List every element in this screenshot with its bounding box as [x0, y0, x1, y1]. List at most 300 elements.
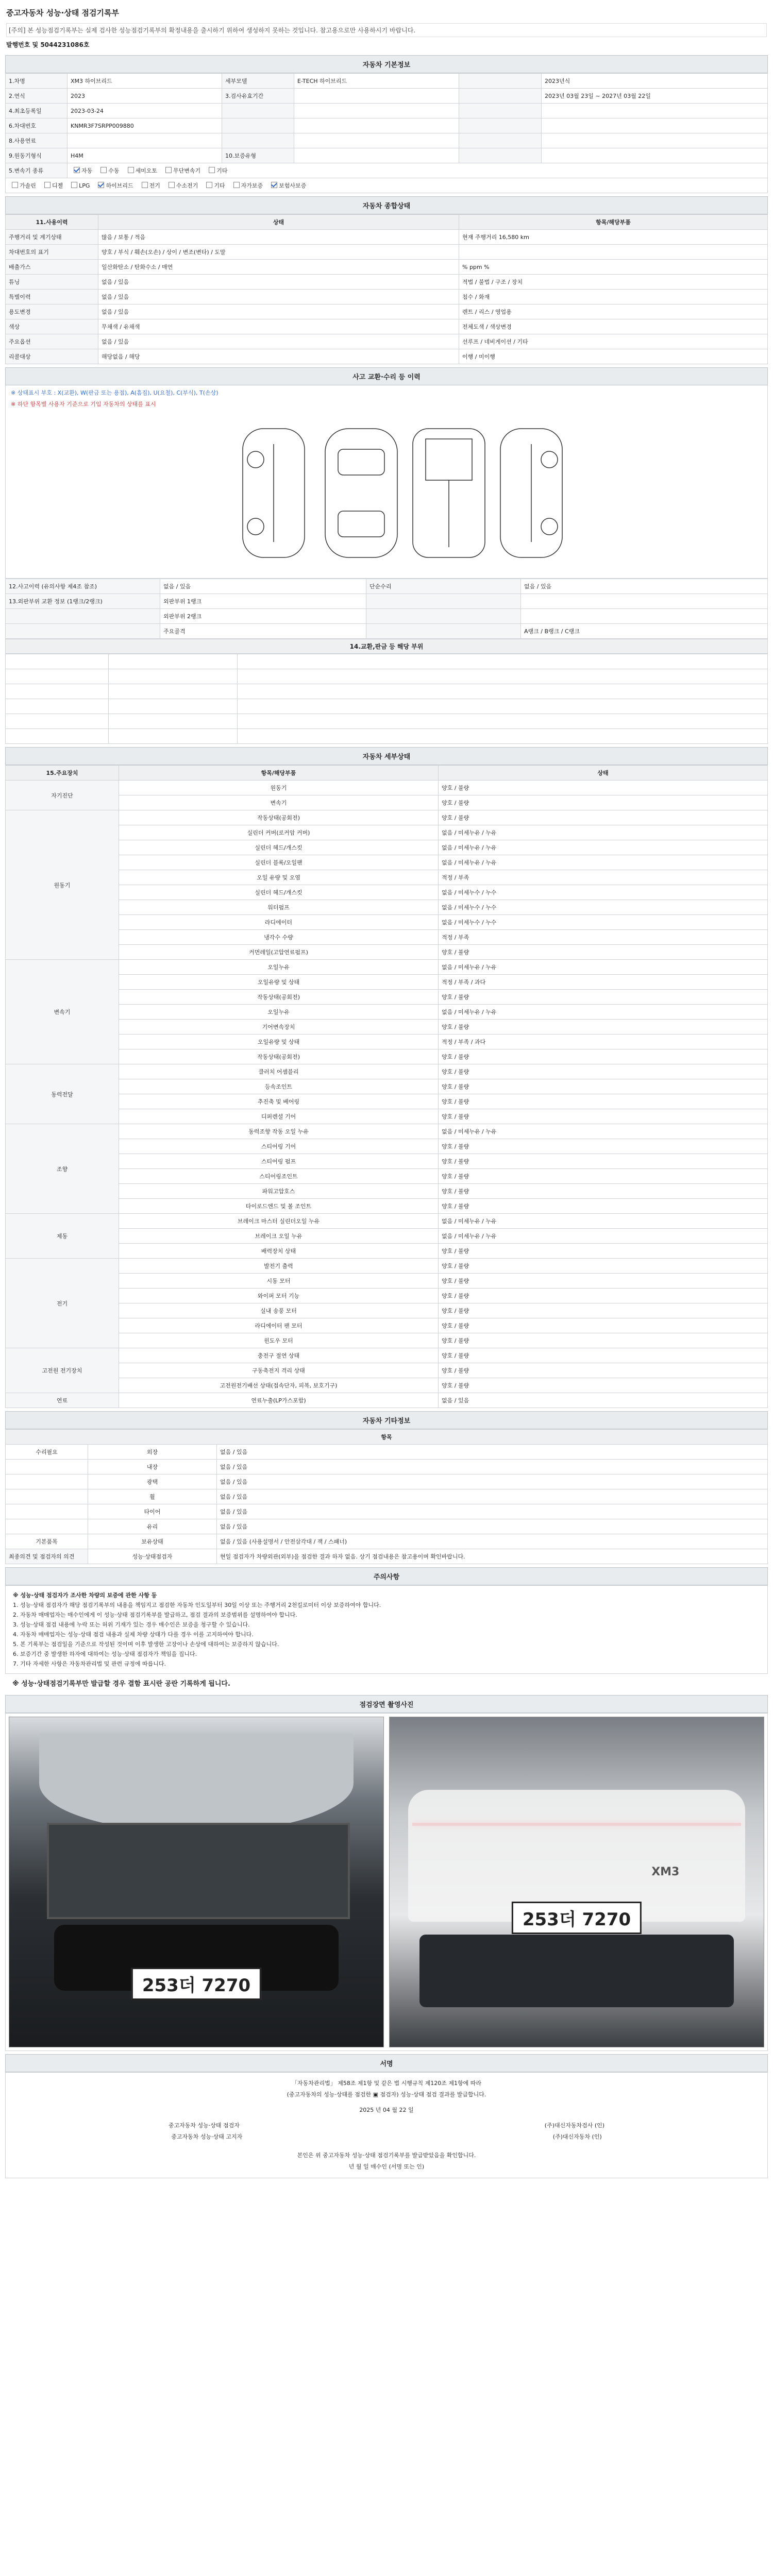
detail-item-name: 실린더 헤드/개스킷	[119, 885, 439, 900]
detail-row	[6, 1393, 768, 1408]
extra-header	[6, 1430, 768, 1445]
notifier-name: (주)대신자동차 (인)	[552, 2133, 602, 2140]
detail-row	[6, 1378, 768, 1393]
caution-line: 2. 자동차 매매업자는 매수인에게 이 성능·상태 점검기록부를 발급하고, 점검 결과의 보증범위를 설명하여야 합니다.	[13, 1612, 297, 1618]
detail-row	[6, 990, 768, 1005]
detail-item-name: 고전원전기배선 상태(접속단자, 피복, 보호기구)	[119, 1378, 439, 1393]
extra-table	[5, 1429, 768, 1564]
detail-item-name: 와이퍼 모터 기능	[119, 1289, 439, 1303]
front-plate: 253더 7270	[131, 1968, 261, 2000]
caution-line: 5. 본 기록부는 점검일을 기준으로 작성된 것이며 이후 발생한 고장이나 손상에 대하여는 보증하지 않습니다.	[13, 1641, 279, 1648]
extra-v: 없음 / 있음	[217, 1445, 768, 1460]
accident-detail-cell	[109, 714, 238, 729]
detail-item-name: 연료누출(LP가스포함)	[119, 1393, 439, 1408]
detail-item-name: 원동기	[119, 781, 439, 795]
checkbox-icon	[271, 182, 277, 188]
detail-row	[6, 1139, 768, 1154]
detail-row	[6, 900, 768, 915]
caution-notes	[5, 1585, 768, 1674]
caution-line: 1. 성능·상태 점검자가 해당 점검기록부의 내용을 책임지고 점검한 자동차 인도일부터 30일 이상 또는 주행거리 2천킬로미터 이상 보증하여야 합니다.	[13, 1602, 381, 1608]
accident-detail-cell	[6, 669, 109, 684]
checkbox-icon	[206, 182, 212, 188]
accident-detail-row	[6, 669, 768, 684]
detail-item-state: 없음 / 미세누유 / 누유	[439, 855, 768, 870]
transmission-options	[68, 163, 768, 178]
receive-sign-line: 년 월 일 매수인 (서명 또는 인)	[348, 2163, 425, 2170]
extra-n: 타이어	[88, 1504, 217, 1519]
detail-row	[6, 870, 768, 885]
basic-value: E-TECH 하이브리드	[294, 74, 459, 89]
detail-item-state: 양호 / 불량	[439, 945, 768, 960]
accident-detail-row	[6, 714, 768, 729]
fuel-option[interactable]	[9, 181, 36, 190]
page-title: 중고자동차 성능·상태 점검기록부	[6, 8, 120, 18]
detail-item-state: 양호 / 불량	[439, 1094, 768, 1109]
fuel-option[interactable]	[41, 181, 63, 190]
basic-row-fuel	[6, 178, 768, 193]
detail-header	[6, 766, 768, 781]
basic-value	[542, 118, 768, 133]
detail-group-name: 고전원 전기장치	[6, 1348, 119, 1393]
cert-label: 발행번호 및	[6, 41, 39, 48]
detail-row	[6, 885, 768, 900]
extra-header-cell: 항목	[6, 1430, 768, 1445]
opinion-text: 현일 점검자가 차량외관(외부)을 점검한 결과 하자 없음. 상기 점검내용은 참고용이며 확인바랍니다.	[217, 1549, 768, 1564]
detail-item-state: 양호 / 불량	[439, 1244, 768, 1259]
accident-v2	[521, 594, 768, 609]
checkbox-icon	[165, 167, 172, 173]
accident-label2: 단순수리	[366, 579, 521, 594]
overall-header-cell: 상태	[98, 215, 459, 230]
accident-legend-2: ※ 하단 항목별 사용자 기준으로 기입 자동차의 상태를 표시	[11, 401, 156, 408]
detail-row	[6, 1005, 768, 1020]
option-label: 하이브리드	[106, 182, 133, 189]
overall-note: 전체도색 / 색상변경	[459, 319, 768, 334]
checkbox-icon	[71, 182, 77, 188]
detail-item-state: 없음 / 미세누유 / 누유	[439, 825, 768, 840]
option-label: 보험사보증	[279, 182, 307, 189]
extra-row	[6, 1519, 768, 1534]
basic-row	[6, 89, 768, 104]
overall-state: 일산화탄소 / 탄화수소 / 매연	[98, 260, 459, 275]
basic-table	[5, 73, 768, 193]
detail-item-state: 양호 / 불량	[439, 1199, 768, 1214]
overall-label: 용도변경	[6, 304, 98, 319]
detail-item-name: 실린더 블록/오일팬	[119, 855, 439, 870]
detail-item-state: 양호 / 불량	[439, 795, 768, 810]
basic-th-label	[459, 89, 542, 104]
detail-group-name: 동력전달	[6, 1064, 119, 1124]
basic-row	[6, 104, 768, 118]
section-extra-title: 자동차 기타정보	[5, 1411, 768, 1429]
accident-row	[6, 609, 768, 624]
accident-label2	[366, 609, 521, 624]
detail-item-name: 오일유량 및 상태	[119, 975, 439, 990]
basic-value	[294, 118, 459, 133]
accident-label: 13.외판부위 교환 정보 (1랭크/2랭크)	[6, 594, 160, 609]
accident-v: 없음 / 있음	[160, 579, 366, 594]
fuel-option[interactable]	[165, 181, 198, 190]
extra-g: 수리필요	[6, 1445, 88, 1460]
detail-row	[6, 795, 768, 810]
detail-row	[6, 1020, 768, 1035]
basic-row	[6, 118, 768, 133]
section-sign-title: 서명	[5, 2054, 768, 2072]
basic-th-label: 8.사용연료	[6, 133, 68, 148]
wheel-icon	[541, 451, 558, 468]
overall-row	[6, 304, 768, 319]
detail-item-name: 디퍼렌셜 기어	[119, 1109, 439, 1124]
notice-text: [주의] 본 성능점검기록부는 실제 검사한 성능점검기록부의 확정내용을 출시하기 위하여 생성하지 못하는 것입니다. 참고용으로만 사용하시기 바랍니다.	[6, 23, 767, 37]
fuel-option[interactable]	[139, 181, 160, 190]
basic-row	[6, 148, 768, 163]
detail-item-state: 적정 / 부족 / 과다	[439, 1035, 768, 1049]
overall-header-cell: 항목/해당부품	[459, 215, 768, 230]
overall-row	[6, 290, 768, 304]
transmission-label: 5.변속기 종류	[6, 163, 68, 178]
warranty-option[interactable]	[230, 181, 263, 190]
extra-v: 없음 / 있음	[217, 1489, 768, 1504]
detail-row	[6, 1079, 768, 1094]
detail-row	[6, 1348, 768, 1363]
detail-row	[6, 1199, 768, 1214]
detail-item-name: 브레이크 마스터 실린더오일 누유	[119, 1214, 439, 1229]
transmission-option[interactable]	[206, 166, 227, 175]
basic-th-label	[222, 133, 294, 148]
extra-row	[6, 1460, 768, 1475]
accident-v2	[521, 609, 768, 624]
detail-header-cell: 15.주요장치	[6, 766, 119, 781]
basic-value: KNMR3F7SRPP009880	[68, 118, 222, 133]
rear-photo	[389, 1717, 764, 2047]
opinion-label: 최종의견 및 점검자의 의견	[6, 1549, 88, 1564]
basic-th-label: 세부모델	[222, 74, 294, 89]
sign-date: 2025 년 04 월 22 일	[359, 2107, 414, 2113]
detail-item-name: 작동상태(공회전)	[119, 810, 439, 825]
detail-item-name: 변속기	[119, 795, 439, 810]
detail-row	[6, 945, 768, 960]
caution-line: 7. 기타 자세한 사항은 자동차관리법 및 관련 규정에 따릅니다.	[13, 1660, 166, 1667]
detail-item-name: 오일유량 및 상태	[119, 1035, 439, 1049]
detail-item-name: 충전구 절연 상태	[119, 1348, 439, 1363]
accident-detail-cell	[6, 729, 109, 744]
accident-detail-cell	[238, 684, 768, 699]
overall-state: 많음 / 보통 / 적음	[98, 230, 459, 245]
overall-note: % ppm %	[459, 260, 768, 275]
option-label: 세미오토	[135, 167, 158, 174]
checkbox-icon	[209, 167, 215, 173]
detail-row	[6, 930, 768, 945]
overall-state: 없음 / 있음	[98, 334, 459, 349]
overall-label: 주요옵션	[6, 334, 98, 349]
detail-row	[6, 1363, 768, 1378]
detail-row	[6, 840, 768, 855]
basic-value: XM3 하이브리드	[68, 74, 222, 89]
transmission-option[interactable]	[162, 166, 200, 175]
hood-shape	[39, 1734, 354, 1833]
detail-item-state: 양호 / 불량	[439, 1289, 768, 1303]
overall-note: 이행 / 미이행	[459, 349, 768, 364]
detail-item-name: 라디에이터	[119, 915, 439, 930]
detail-row	[6, 1184, 768, 1199]
detail-item-name: 발전기 출력	[119, 1259, 439, 1274]
rear-bumper	[419, 1935, 734, 2007]
basic-value: 2023년 03월 23일 ~ 2027년 03월 22일	[542, 89, 768, 104]
accident-detail-cell	[6, 699, 109, 714]
detail-item-name: 동력조향 작동 오일 누유	[119, 1124, 439, 1139]
detail-item-name: 작동상태(공회전)	[119, 990, 439, 1005]
detail-item-state: 양호 / 불량	[439, 1184, 768, 1199]
extra-g	[6, 1519, 88, 1534]
detail-item-name: 배력장치 상태	[119, 1244, 439, 1259]
overall-label: 차대번호의 표기	[6, 245, 98, 260]
detail-item-state: 없음 / 미세누수 / 누수	[439, 885, 768, 900]
checkbox-icon	[12, 182, 18, 188]
extra-row	[6, 1534, 768, 1549]
extra-g: 기본품목	[6, 1534, 88, 1549]
photo-row	[5, 1713, 768, 2051]
rear-plate: 253더 7270	[512, 1902, 642, 1934]
detail-row	[6, 1244, 768, 1259]
detail-row	[6, 1109, 768, 1124]
detail-item-name: 시동 모터	[119, 1274, 439, 1289]
fuel-option[interactable]	[203, 181, 225, 190]
detail-item-state: 양호 / 불량	[439, 1318, 768, 1333]
caution-line: 6. 보증기간 중 발생한 하자에 대하여는 성능·상태 점검자가 책임을 집니다.	[13, 1651, 197, 1657]
cert-number	[6, 40, 767, 49]
overall-label: 튜닝	[6, 275, 98, 290]
accident-detail-cell	[238, 714, 768, 729]
accident-row	[6, 579, 768, 594]
accident-v: 주요골격	[160, 624, 366, 639]
detail-group-name: 조향	[6, 1124, 119, 1214]
detail-item-name: 파워고압호스	[119, 1184, 439, 1199]
detail-row	[6, 1064, 768, 1079]
extra-n: 외장	[88, 1445, 217, 1460]
detail-item-state: 적정 / 부족	[439, 930, 768, 945]
fuel-option[interactable]	[95, 181, 133, 190]
detail-row	[6, 1333, 768, 1348]
overall-row	[6, 334, 768, 349]
overall-state: 없음 / 있음	[98, 304, 459, 319]
detail-item-state: 양호 / 불량	[439, 1274, 768, 1289]
transmission-option[interactable]	[97, 166, 119, 175]
basic-value: 2023-03-24	[68, 104, 222, 118]
detail-item-state: 없음 / 있음	[439, 1393, 768, 1408]
extra-row	[6, 1475, 768, 1489]
overall-label: 특별이력	[6, 290, 98, 304]
overall-row	[6, 245, 768, 260]
detail-row	[6, 781, 768, 795]
detail-header-cell: 항목/해당부품	[119, 766, 439, 781]
detail-group-name: 연료	[6, 1393, 119, 1408]
wheel-icon	[247, 451, 264, 468]
accident-detail-cell	[6, 654, 109, 669]
detail-row	[6, 1289, 768, 1303]
detail-row	[6, 1094, 768, 1109]
basic-value	[294, 89, 459, 104]
accident-v2: A랭크 / B랭크 / C랭크	[521, 624, 768, 639]
inspector-label: 중고자동차 성능·상태 점검자	[168, 2122, 240, 2129]
accident-v2: 없음 / 있음	[521, 579, 768, 594]
extra-n: 유리	[88, 1519, 217, 1534]
extra-n: 휠	[88, 1489, 217, 1504]
checkbox-icon	[128, 167, 134, 173]
section-detail-title: 자동차 세부상태	[5, 747, 768, 765]
detail-item-state: 없음 / 미세누유 / 누유	[439, 840, 768, 855]
car-diagram-svg	[6, 408, 768, 573]
sign-statement: 「자동차관리법」 제58조 제1항 및 같은 법 시행규칙 제120조 제1항에 따라	[291, 2080, 482, 2087]
detail-item-state: 양호 / 불량	[439, 1049, 768, 1064]
detail-item-state: 양호 / 불량	[439, 1259, 768, 1274]
accident-detail-row	[6, 729, 768, 744]
accident-detail-table	[5, 654, 768, 744]
detail-item-name: 스티어링조인트	[119, 1169, 439, 1184]
accident-detail-cell	[6, 714, 109, 729]
detail-row	[6, 1303, 768, 1318]
accident-label2	[366, 594, 521, 609]
extra-n: 광택	[88, 1475, 217, 1489]
basic-value	[542, 148, 768, 163]
detail-row	[6, 975, 768, 990]
checkbox-icon	[98, 182, 104, 188]
basic-value	[542, 104, 768, 118]
accident-row	[6, 594, 768, 609]
accident-label2	[366, 624, 521, 639]
transmission-option[interactable]	[125, 166, 158, 175]
detail-item-name: 브레이크 오일 누유	[119, 1229, 439, 1244]
basic-value	[542, 133, 768, 148]
option-label: 기타	[214, 182, 225, 189]
section-overall-title: 자동차 종합상태	[5, 196, 768, 214]
detail-item-state: 양호 / 불량	[439, 1333, 768, 1348]
detail-item-name: 클러치 어셈블리	[119, 1064, 439, 1079]
detail-item-name: 커먼레일(고압연료펌프)	[119, 945, 439, 960]
overall-header	[6, 215, 768, 230]
option-label: 무단변속기	[173, 167, 201, 174]
overall-row	[6, 260, 768, 275]
detail-group-name: 자기진단	[6, 781, 119, 810]
detail-item-name: 기어변속장치	[119, 1020, 439, 1035]
accident-detail-title: 14.교환,판금 등 해당 부위	[5, 639, 768, 654]
detail-item-name: 냉각수 수량	[119, 930, 439, 945]
basic-row	[6, 74, 768, 89]
extra-v: 없음 / 있음	[217, 1519, 768, 1534]
basic-th-label: 3.검사유효기간	[222, 89, 294, 104]
accident-detail-cell	[109, 729, 238, 744]
detail-row	[6, 960, 768, 975]
accident-detail-cell	[238, 699, 768, 714]
detail-row	[6, 1259, 768, 1274]
overall-state: 양호 / 부식 / 훼손(오손) / 상이 / 변조(변타) / 도말	[98, 245, 459, 260]
detail-item-state: 없음 / 미세누유 / 누유	[439, 1214, 768, 1229]
accident-detail-cell	[238, 669, 768, 684]
detail-item-state: 양호 / 불량	[439, 781, 768, 795]
detail-item-state: 없음 / 미세누유 / 누유	[439, 1229, 768, 1244]
engine-bay	[47, 1823, 350, 1919]
section-basic-title: 자동차 기본정보	[5, 55, 768, 73]
option-label: 기타	[216, 167, 228, 174]
extra-n: 보유상태	[88, 1534, 217, 1549]
detail-item-state: 없음 / 미세누유 / 누유	[439, 1005, 768, 1020]
detail-item-name: 스티어링 펌프	[119, 1154, 439, 1169]
accident-detail-cell	[238, 654, 768, 669]
basic-th-label	[459, 74, 542, 89]
checkbox-icon	[44, 182, 51, 188]
basic-th-label	[222, 118, 294, 133]
accident-detail-cell	[109, 654, 238, 669]
transmission-option[interactable]	[71, 166, 92, 175]
basic-th-label: 6.차대번호	[6, 118, 68, 133]
detail-item-name: 등속조인트	[119, 1079, 439, 1094]
extra-g	[6, 1504, 88, 1519]
detail-item-name: 윈도우 모터	[119, 1333, 439, 1348]
extra-g	[6, 1475, 88, 1489]
overall-label: 색상	[6, 319, 98, 334]
extra-row	[6, 1489, 768, 1504]
detail-item-state: 없음 / 미세누유 / 누유	[439, 960, 768, 975]
overall-state: 무채색 / 유채색	[98, 319, 459, 334]
car-top	[325, 429, 397, 557]
extra-g	[6, 1489, 88, 1504]
extra-v: 없음 / 있음 (사용설명서 / 안전삼각대 / 잭 / 스패너)	[217, 1534, 768, 1549]
checkbox-icon	[100, 167, 107, 173]
overall-note: 적법 / 불법 / 구조 / 장치	[459, 275, 768, 290]
detail-item-state: 양호 / 불량	[439, 990, 768, 1005]
detail-item-name: 라디에이터 팬 모터	[119, 1318, 439, 1333]
detail-row	[6, 1124, 768, 1139]
detail-item-state: 양호 / 불량	[439, 1303, 768, 1318]
warranty-option[interactable]	[268, 181, 306, 190]
detail-item-state: 양호 / 불량	[439, 810, 768, 825]
overall-note: 렌트 / 리스 / 영업용	[459, 304, 768, 319]
detail-row	[6, 825, 768, 840]
detail-row	[6, 1049, 768, 1064]
option-label: 가솔린	[20, 182, 36, 189]
detail-item-state: 없음 / 미세누유 / 누유	[439, 1124, 768, 1139]
overall-row	[6, 230, 768, 245]
option-label: 자가보증	[241, 182, 263, 189]
detail-row	[6, 1214, 768, 1229]
detail-item-state: 양호 / 불량	[439, 1378, 768, 1393]
detail-item-name: 구동축전지 격리 상태	[119, 1363, 439, 1378]
overall-label: 리콜대상	[6, 349, 98, 364]
accident-detail-cell	[109, 684, 238, 699]
accident-label: 12.사고이력 (유의사항 제4조 참조)	[6, 579, 160, 594]
option-label: 자동	[81, 167, 93, 174]
accident-detail-row	[6, 699, 768, 714]
detail-row	[6, 915, 768, 930]
sign-statement-2: (중고자동차의 성능·상태를 점검한 ▣ 점검자) 성능·상태 점검 결과를 발급합니다.	[287, 2091, 486, 2098]
overall-note: 침수 / 화재	[459, 290, 768, 304]
detail-row	[6, 1035, 768, 1049]
detail-item-name: 오일누유	[119, 1005, 439, 1020]
extra-n: 내장	[88, 1460, 217, 1475]
detail-row	[6, 1169, 768, 1184]
checkbox-icon	[142, 182, 148, 188]
extra-v: 없음 / 있음	[217, 1504, 768, 1519]
basic-th-label: 10.보증유형	[222, 148, 294, 163]
detail-item-name: 추진축 및 베어링	[119, 1094, 439, 1109]
detail-row	[6, 1154, 768, 1169]
checkbox-icon	[74, 167, 80, 173]
detail-item-state: 양호 / 불량	[439, 1109, 768, 1124]
extra-row	[6, 1445, 768, 1460]
detail-item-name: 실내 송풍 모터	[119, 1303, 439, 1318]
fuel-option[interactable]	[68, 182, 90, 189]
extra-opinion-row	[6, 1549, 768, 1564]
detail-item-state: 양호 / 불량	[439, 1079, 768, 1094]
